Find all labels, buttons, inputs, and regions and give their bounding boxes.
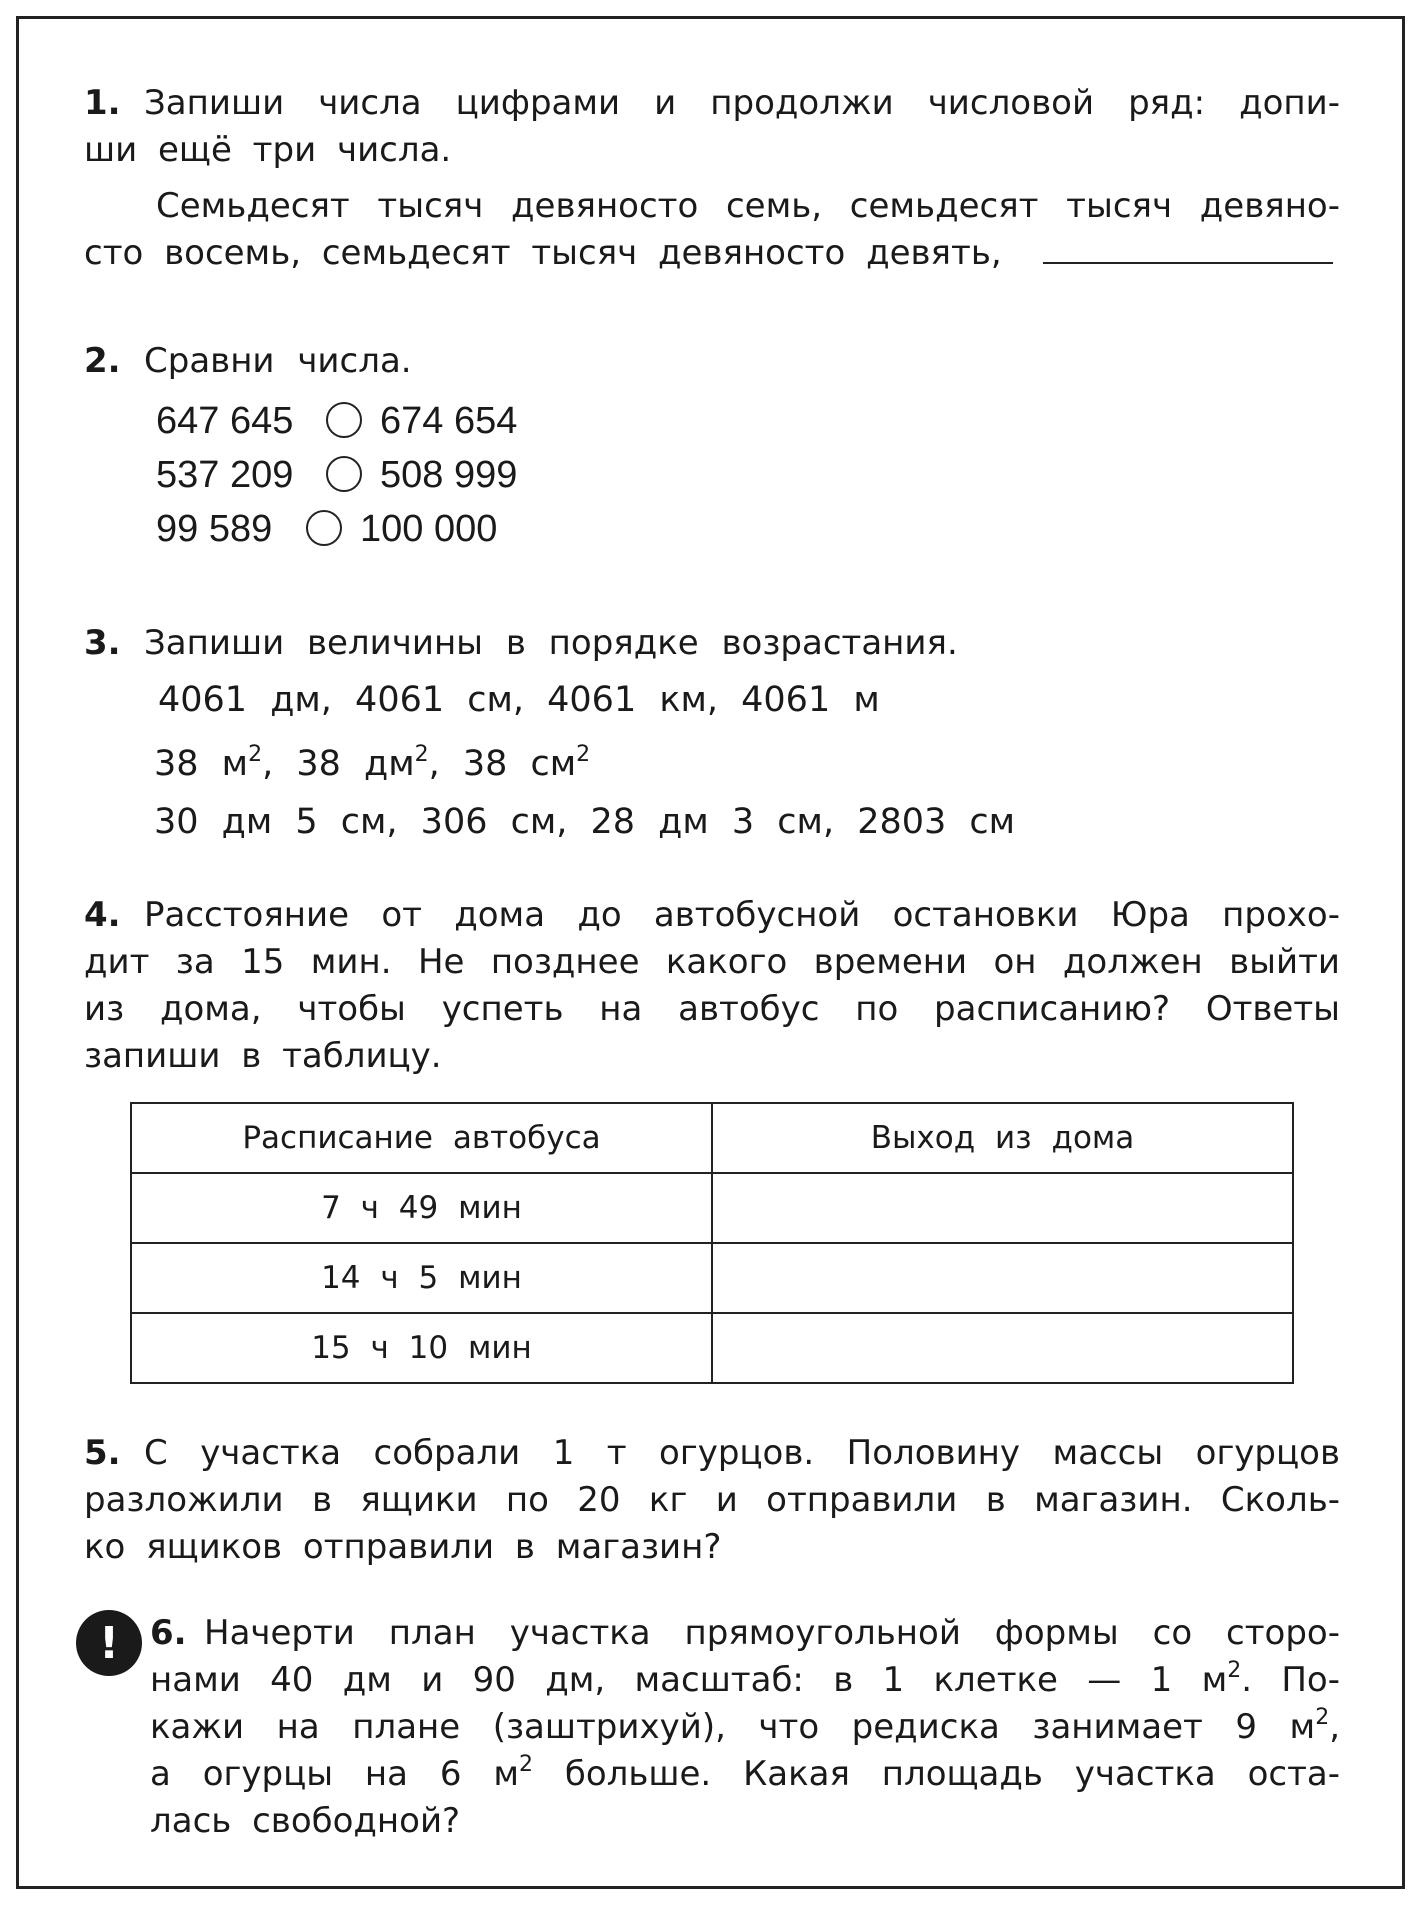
area-2: , 38 дм — [262, 744, 415, 784]
compare-right-2: 508 999 — [380, 454, 518, 496]
quantities-row-2 — [154, 744, 590, 784]
task-5 — [84, 1430, 1340, 1571]
quantities-row-1: 4061 дм, 4061 см, 4061 км, 4061 м — [158, 680, 880, 720]
task-5-number: 5. — [84, 1433, 121, 1473]
task-5-line-3: ко ящиков отправили в магазин? — [84, 1527, 722, 1567]
task-6-line-4 — [150, 1751, 1340, 1798]
leave-cell-3[interactable] — [712, 1313, 1293, 1383]
task-1-line-1 — [84, 80, 1340, 127]
task-3 — [84, 620, 1340, 667]
task-6-line-5: лась свободной? — [150, 1801, 461, 1841]
task-1 — [84, 80, 1340, 277]
attention-icon: ! — [76, 1610, 142, 1676]
task-6-text-4a: а огурцы на 6 м — [150, 1754, 519, 1794]
leave-cell-1[interactable] — [712, 1173, 1293, 1243]
compare-left-1: 647 645 — [156, 400, 294, 442]
table-header-row — [131, 1103, 1293, 1173]
compare-right-1: 674 654 — [380, 400, 518, 442]
compare-circle-2[interactable] — [326, 456, 362, 492]
task-6-text-2a: нами 40 дм и 90 дм, масштаб: в 1 клетке — 1 м — [150, 1660, 1228, 1700]
schedule-cell-1: 7 ч 49 мин — [131, 1173, 712, 1243]
schedule-cell-2: 14 ч 5 мин — [131, 1243, 712, 1313]
task-6-text-3b: , — [1329, 1707, 1340, 1747]
task-6-text-2b: . По- — [1241, 1660, 1340, 1700]
sup-3: 2 — [576, 742, 591, 767]
task-6-sup-3: 2 — [519, 1752, 533, 1777]
compare-right-3: 100 000 — [360, 508, 498, 550]
task-1-line-3: Семьдесят тысяч девяносто семь, семьдесят тысяч девяно- — [156, 186, 1340, 226]
compare-left-3: 99 589 — [156, 508, 273, 550]
task-4-line-3: из дома, чтобы успеть на автобус по расписанию? Ответы — [84, 989, 1340, 1029]
task-3-title: Запиши величины в порядке возрастания. — [144, 623, 958, 663]
task-2-title: Сравни числа. — [144, 341, 412, 381]
header-leave: Выход из дома — [712, 1103, 1293, 1173]
compare-circle-3[interactable] — [306, 510, 342, 546]
task-4-text-1: Расстояние от дома до автобусной остановки Юра прохо- — [144, 895, 1340, 935]
task-6-sup-2: 2 — [1315, 1705, 1330, 1730]
task-6-text-1: Начерти план участка прямоугольной формы со сторо- — [204, 1613, 1340, 1653]
task-5-line-2: разложили в ящики по 20 кг и отправили в магазин. Сколь- — [84, 1480, 1340, 1520]
task-1-number: 1. — [84, 83, 121, 123]
task-1-text-4: сто восемь, семьдесят тысяч девяносто девять, — [84, 233, 1002, 273]
compare-circle-1[interactable] — [326, 402, 362, 438]
task-6-number: 6. — [150, 1613, 187, 1653]
task-6 — [150, 1610, 1340, 1845]
sup-1: 2 — [248, 742, 263, 767]
table-row — [131, 1173, 1293, 1243]
task-6-sup-1: 2 — [1227, 1658, 1242, 1683]
task-6-text-3a: кажи на плане (заштрихуй), что редиска занимает 9 м — [150, 1707, 1316, 1747]
sup-2: 2 — [414, 742, 429, 767]
leave-cell-2[interactable] — [712, 1243, 1293, 1313]
task-1-line-2: ши ещё три числа. — [84, 130, 452, 170]
task-1-line-4 — [84, 230, 1340, 277]
task-6-line-1 — [150, 1610, 1340, 1657]
task-2 — [84, 338, 1340, 385]
task-3-title-line — [84, 620, 1340, 667]
task-4-line-1 — [84, 892, 1340, 939]
compare-left-2: 537 209 — [156, 454, 294, 496]
compare-row-3 — [156, 502, 497, 556]
table-row — [131, 1243, 1293, 1313]
task-5-text-1: С участка собрали 1 т огурцов. Половину массы огурцов — [144, 1433, 1340, 1473]
task-3-number: 3. — [84, 623, 121, 663]
task-4 — [84, 892, 1340, 1080]
schedule-cell-3: 15 ч 10 мин — [131, 1313, 712, 1383]
bus-schedule-table — [130, 1102, 1294, 1384]
answer-blank[interactable] — [1043, 232, 1333, 264]
task-5-line-1 — [84, 1430, 1340, 1477]
task-2-number: 2. — [84, 341, 121, 381]
area-1: 38 м — [154, 744, 249, 784]
area-3: , 38 см — [428, 744, 577, 784]
task-4-line-2: дит за 15 мин. Не позднее какого времени он должен выйти — [84, 942, 1340, 982]
compare-row-2 — [156, 448, 517, 502]
compare-row-1 — [156, 394, 517, 448]
quantities-row-3: 30 дм 5 см, 306 см, 28 дм 3 см, 2803 см — [154, 802, 1016, 842]
task-4-number: 4. — [84, 895, 121, 935]
table-row — [131, 1313, 1293, 1383]
header-schedule: Расписание автобуса — [131, 1103, 712, 1173]
task-4-line-4: запиши в таблицу. — [84, 1036, 442, 1076]
task-6-line-2 — [150, 1657, 1340, 1704]
task-1-text-1: Запиши числа цифрами и продолжи числовой ряд: допи- — [144, 83, 1340, 123]
task-6-line-3 — [150, 1704, 1340, 1751]
task-6-text-4b: больше. Какая площадь участка оста- — [533, 1754, 1340, 1794]
task-2-title-line — [84, 338, 1340, 385]
